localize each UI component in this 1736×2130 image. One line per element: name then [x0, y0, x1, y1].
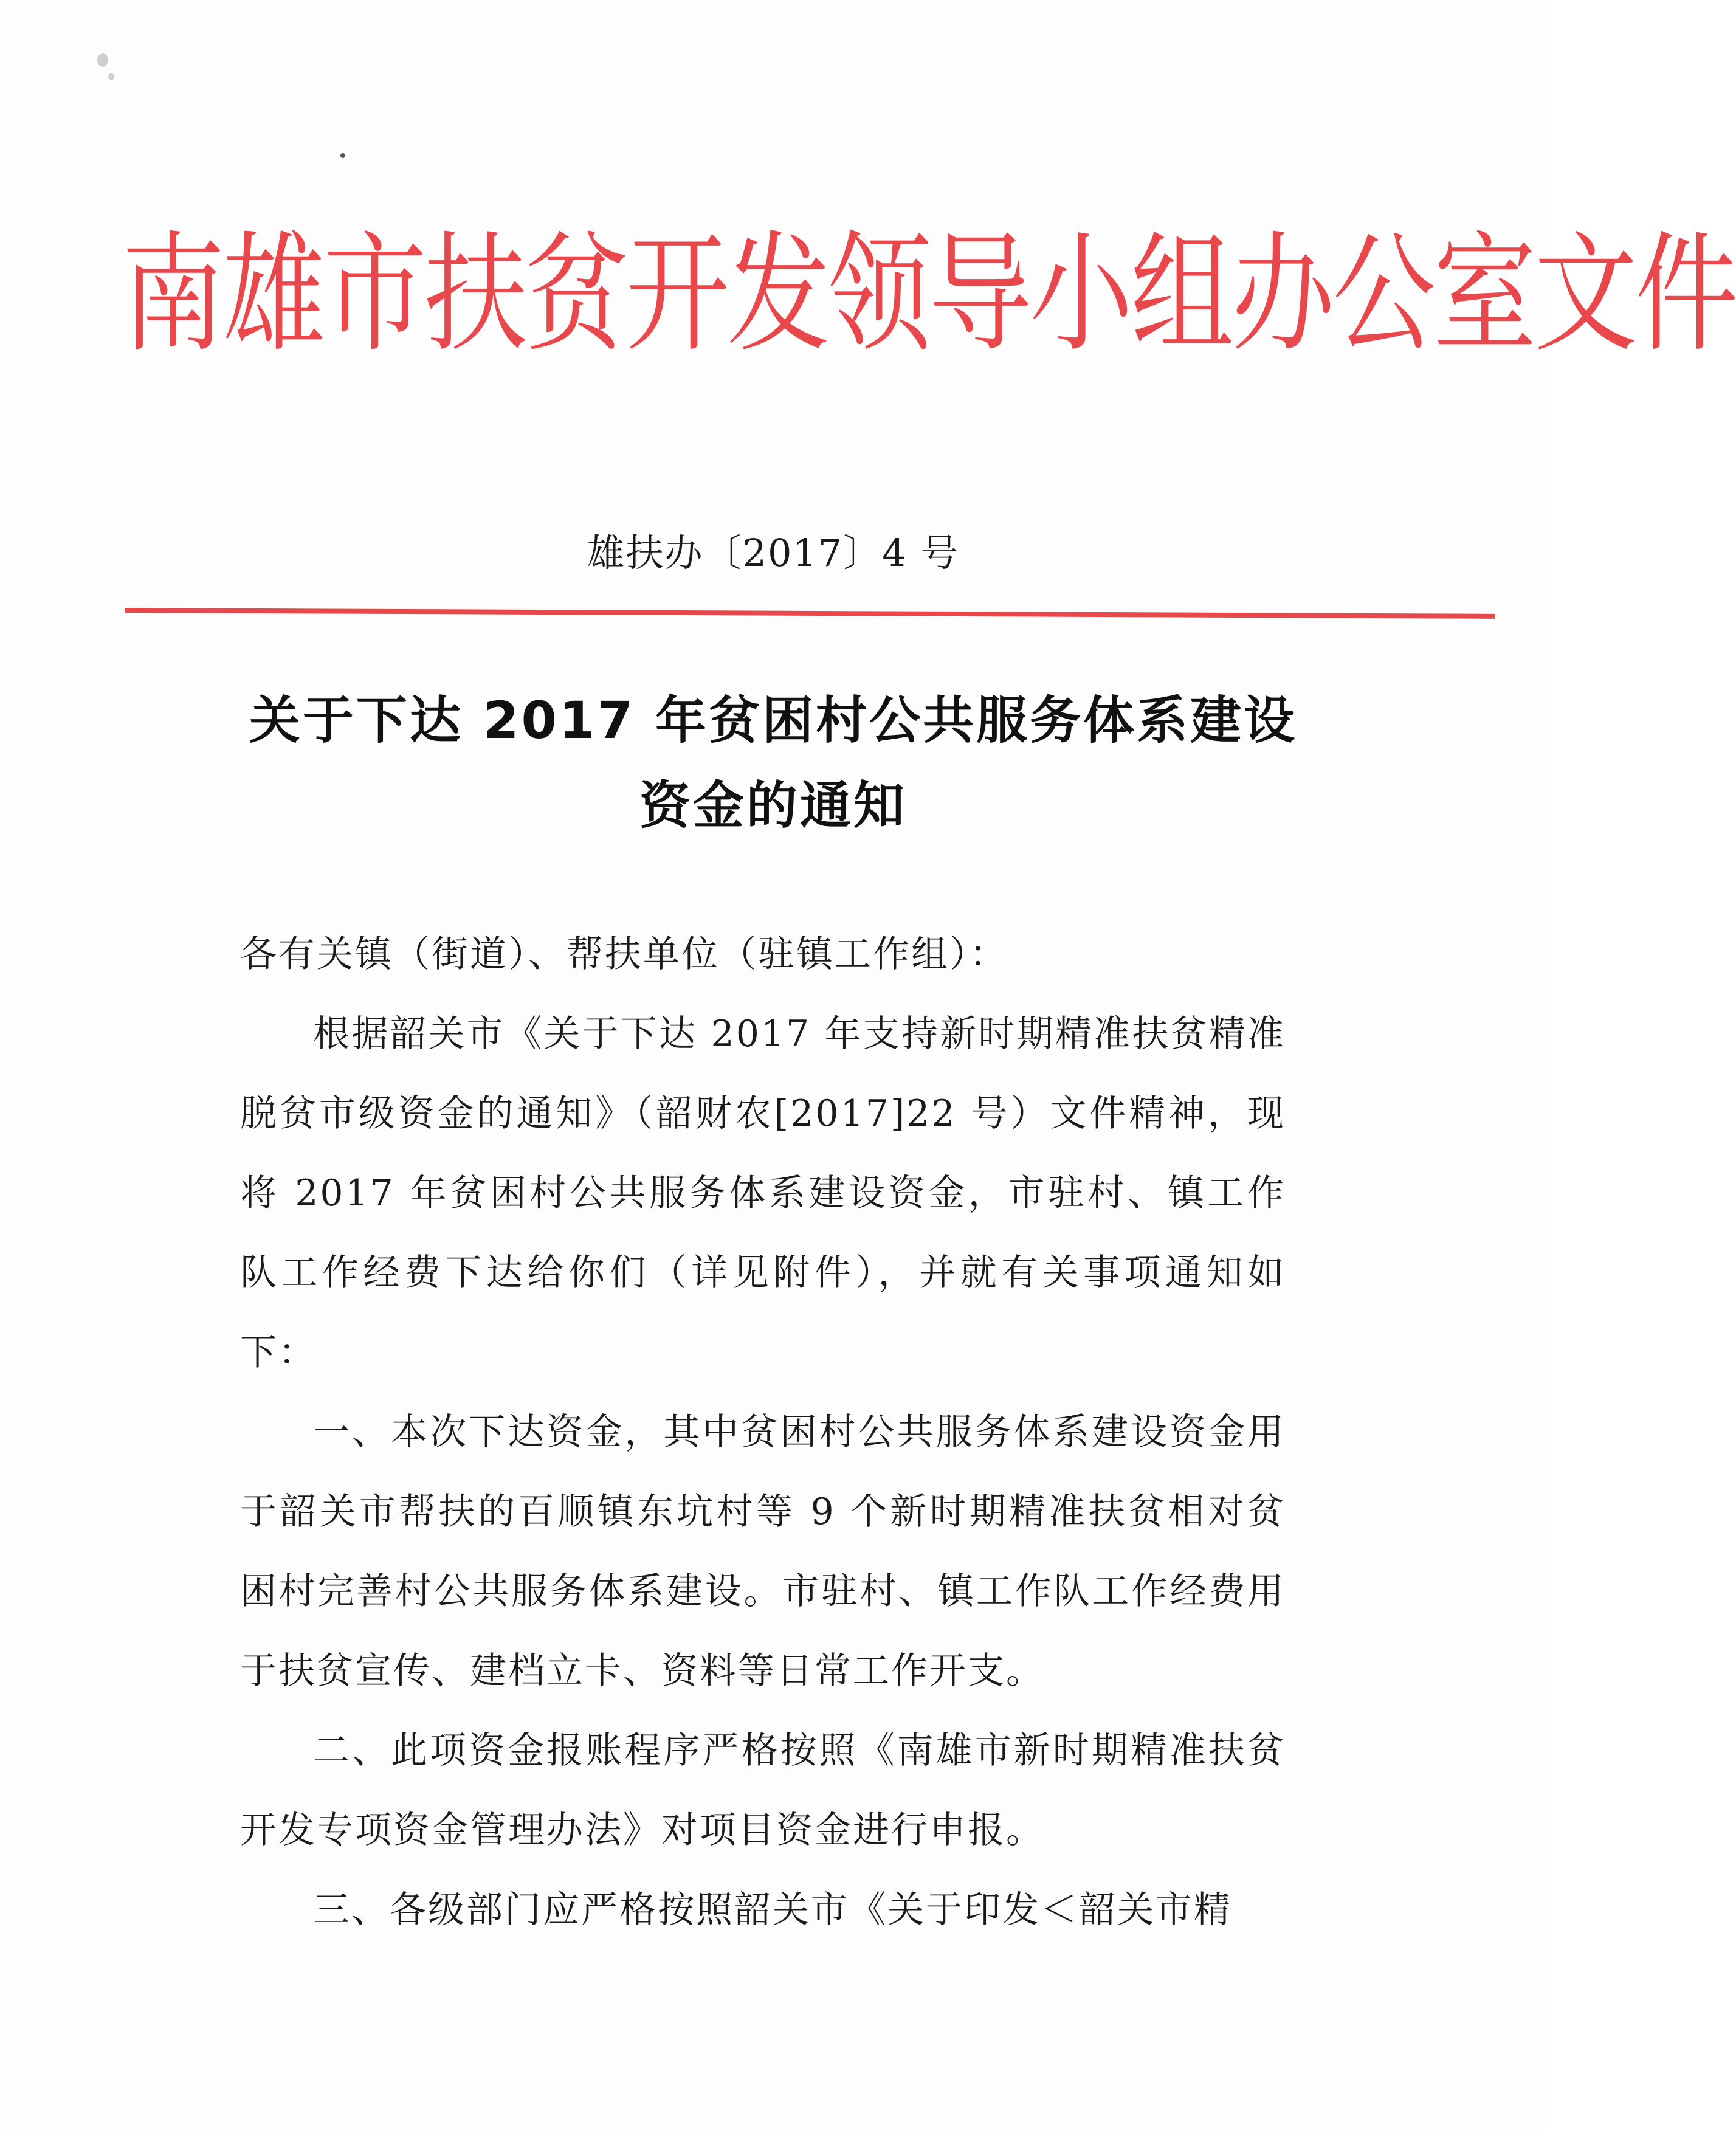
- header-red-rule: [125, 608, 1495, 619]
- scan-speck: [97, 53, 108, 67]
- org-header-title: 南雄市扶贫开发领导小组办公室文件: [122, 219, 1736, 370]
- scan-speck: [108, 73, 114, 80]
- body-paragraph: 一、本次下达资金，其中贫困村公共服务体系建设资金用于韶关市帮扶的百顺镇东坑村等 9 个新时期精准扶贫相对贫困村完善村公共服务体系建设。市驻村、镇工作队工作经费用于扶贫宣传、建档立卡、资料等日常工作开支。: [240, 1411, 1286, 1692]
- body-paragraph: 根据韶关市《关于下达 2017 年支持新时期精准扶贫精准脱贫市级资金的通知》（韶财农[2017]22 号）文件精神，现将 2017 年贫困村公共服务体系建设资金，市驻村、镇工作队工作经费下达给你们（详见附件），并就有关事项通知如下：: [240, 1013, 1286, 1374]
- document-title-line-2: 资金的通知: [639, 776, 907, 835]
- document-title: [182, 678, 1364, 848]
- document-body: [240, 915, 1286, 1950]
- document-title-line-1: 关于下达 2017 年贫困村公共服务体系建设: [249, 691, 1298, 750]
- body-paragraph: 三、各级部门应严格按照韶关市《关于印发＜韶关市精: [313, 1889, 1232, 1931]
- salutation: 各有关镇（街道）、帮扶单位（驻镇工作组）：: [240, 933, 1008, 976]
- scan-speck: [340, 153, 345, 158]
- document-number: 雄扶办〔2017〕4 号: [587, 531, 960, 575]
- body-paragraph: 二、此项资金报账程序严格按照《南雄市新时期精准扶贫开发专项资金管理办法》对项目资金进行申报。: [240, 1729, 1286, 1852]
